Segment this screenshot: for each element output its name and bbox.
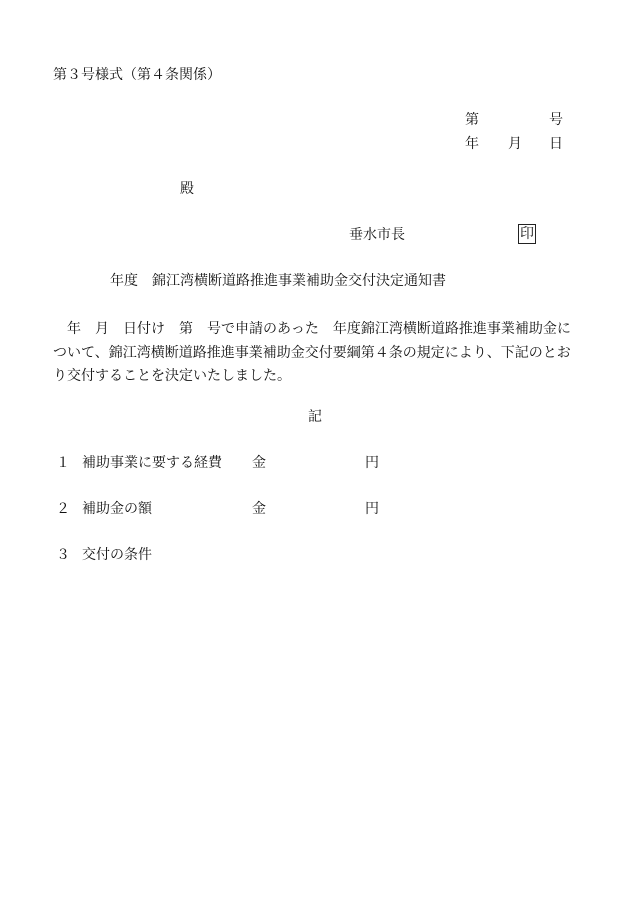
seal-stamp-box: 印 bbox=[520, 226, 534, 242]
document-number-suffix: 号 bbox=[549, 112, 563, 128]
item-amount-prefix: 金 bbox=[252, 455, 266, 471]
addressee-honorific: 殿 bbox=[180, 181, 194, 197]
ki-heading: 記 bbox=[308, 409, 322, 425]
item-number: ２ bbox=[56, 501, 70, 517]
date-month-label: 月 bbox=[508, 136, 522, 152]
document-title: 年度 錦江湾横断道路推進事業補助金交付決定通知書 bbox=[110, 273, 446, 289]
item-amount-unit: 円 bbox=[365, 455, 379, 471]
date-day-label: 日 bbox=[549, 136, 563, 152]
item-label: 補助金の額 bbox=[82, 501, 152, 517]
body-paragraph: 年 月 日付け 第 号で申請のあった 年度錦江湾横断道路推進事業補助金について、錦江湾横断道路推進事業補助金交付要綱第４条の規定により、下記のとおり交付することを決定いたしました。 bbox=[53, 321, 571, 384]
item-number: ３ bbox=[56, 547, 70, 563]
item-amount-unit: 円 bbox=[365, 501, 379, 517]
form-label: 第３号様式（第４条関係） bbox=[53, 67, 221, 83]
date-year-label: 年 bbox=[465, 136, 479, 152]
item-amount-prefix: 金 bbox=[252, 501, 266, 517]
document-number-prefix: 第 bbox=[465, 112, 479, 128]
item-label: 交付の条件 bbox=[82, 547, 152, 563]
item-label: 補助事業に要する経費 bbox=[82, 455, 222, 471]
item-number: １ bbox=[56, 455, 70, 471]
sender-name: 垂水市長 bbox=[349, 227, 405, 243]
